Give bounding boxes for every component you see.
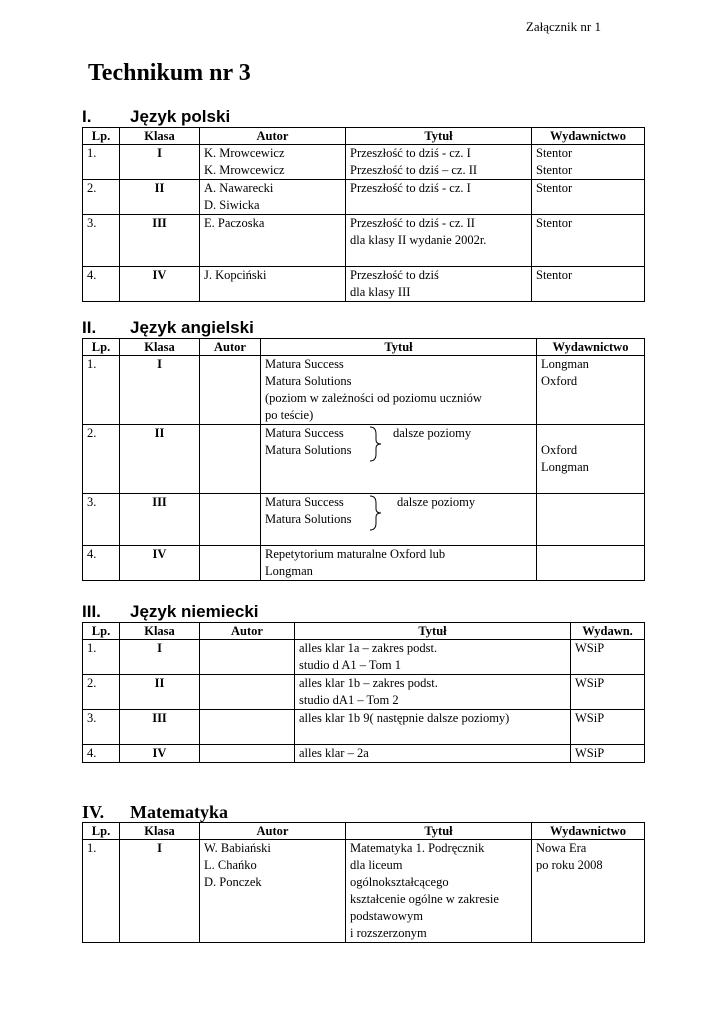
cell-lp: 2. (83, 675, 120, 710)
cell-wyd (537, 356, 645, 425)
cell-tytul (295, 675, 571, 710)
table-body (83, 356, 645, 581)
cell-lp: 4. (83, 267, 120, 302)
cell-line: Przeszłość to dziś – cz. II (350, 163, 478, 177)
cell-klasa: IV (120, 745, 200, 763)
cell-tytul (346, 145, 532, 180)
section-name: Matematyka (130, 802, 228, 822)
cell-lp: 4. (83, 745, 120, 763)
column-header: Autor (200, 339, 261, 356)
column-header: Klasa (120, 623, 200, 640)
cell-autor (200, 745, 295, 763)
cell-line: Przeszłość to dziś - cz. I (350, 181, 471, 195)
cell-autor (200, 267, 346, 302)
cell-line: alles klar – 2a (299, 746, 369, 760)
cell-line: Stentor (536, 181, 573, 195)
cell-autor (200, 180, 346, 215)
cell-line: Stentor (536, 163, 573, 177)
column-header: Klasa (120, 128, 200, 145)
section-number: I. (82, 107, 92, 126)
column-header: Lp. (83, 128, 120, 145)
cell-line: Stentor (536, 268, 573, 282)
cell-klasa: III (120, 710, 200, 745)
cell-klasa: IV (120, 267, 200, 302)
cell-line: i rozszerzonym (350, 926, 427, 940)
header-row (83, 823, 645, 840)
cell-klasa: II (120, 675, 200, 710)
cell-line: WSiP (575, 641, 605, 655)
cell-autor (200, 675, 295, 710)
cell-wyd (532, 840, 645, 943)
column-header: Tytuł (346, 823, 532, 840)
cell-lp: 3. (83, 494, 120, 546)
book-table (82, 338, 645, 581)
cell-line: Matura Solutions (265, 443, 352, 457)
section-math (82, 802, 645, 943)
section-name: Język niemiecki (130, 602, 259, 621)
cell-autor (200, 710, 295, 745)
table-row (83, 840, 645, 943)
cell-tytul (261, 494, 537, 546)
cell-tytul (295, 710, 571, 745)
cell-klasa: II (120, 180, 200, 215)
cell-line: alles klar 1b – zakres podst. (299, 676, 438, 690)
section-name: Język angielski (130, 318, 254, 337)
cell-line: Przeszłość to dziś - cz. II (350, 216, 475, 230)
cell-tytul (261, 356, 537, 425)
section-number: III. (82, 602, 101, 621)
header-row (83, 623, 645, 640)
cell-wyd (537, 425, 645, 494)
column-header: Tytuł (261, 339, 537, 356)
cell-wyd (532, 267, 645, 302)
cell-klasa: III (120, 494, 200, 546)
column-header: Wydawnictwo (532, 823, 645, 840)
header-row (83, 339, 645, 356)
column-header: Lp. (83, 823, 120, 840)
table-header (83, 623, 645, 640)
cell-line: po teście) (265, 408, 314, 422)
table-row (83, 745, 645, 763)
table-row (83, 267, 645, 302)
column-header: Klasa (120, 339, 200, 356)
note-text: dalsze poziomy (397, 495, 476, 509)
cell-autor (200, 356, 261, 425)
table-row (83, 215, 645, 267)
cell-lp: 1. (83, 356, 120, 425)
section-heading (82, 802, 645, 822)
table-row (83, 546, 645, 581)
cell-line: dla klasy II wydanie 2002r. (350, 233, 487, 247)
brace-icon (369, 426, 383, 462)
cell-autor (200, 840, 346, 943)
cell-tytul (261, 546, 537, 581)
cell-klasa: III (120, 215, 200, 267)
column-header: Lp. (83, 339, 120, 356)
cell-klasa: I (120, 145, 200, 180)
cell-line: WSiP (575, 746, 605, 760)
cell-wyd (537, 546, 645, 581)
column-header: Klasa (120, 823, 200, 840)
section-english (82, 318, 645, 581)
cell-lp: 1. (83, 145, 120, 180)
annex-label: Załącznik nr 1 (525, 19, 601, 34)
cell-line: D. Ponczek (204, 875, 262, 889)
table-row (83, 425, 645, 494)
cell-line: WSiP (575, 711, 605, 725)
section-number: IV. (82, 802, 105, 822)
table-row (83, 710, 645, 745)
column-header: Autor (200, 128, 346, 145)
cell-tytul (261, 425, 537, 494)
cell-line: J. Kopciński (204, 268, 267, 282)
cell-line: po roku 2008 (536, 858, 603, 872)
cell-klasa: I (120, 356, 200, 425)
cell-autor (200, 145, 346, 180)
cell-line: Longman (541, 460, 589, 474)
cell-line: K. Mrowcewicz (204, 146, 285, 160)
cell-line: Repetytorium maturalne Oxford lub (265, 547, 446, 561)
cell-line (541, 425, 644, 442)
cell-line: A. Nawarecki (204, 181, 274, 195)
table-header (83, 339, 645, 356)
cell-lp: 3. (83, 215, 120, 267)
cell-line: K. Mrowcewicz (204, 163, 285, 177)
brace-icon (369, 495, 383, 531)
cell-wyd (571, 710, 645, 745)
cell-klasa: I (120, 840, 200, 943)
cell-autor (200, 215, 346, 267)
cell-wyd (537, 494, 645, 546)
cell-line: dla liceum (350, 858, 403, 872)
cell-line: L. Chańko (204, 858, 257, 872)
cell-lp: 1. (83, 640, 120, 675)
cell-line: E. Paczoska (204, 216, 265, 230)
section-german (82, 602, 645, 763)
table-body (83, 840, 645, 943)
column-header: Autor (200, 623, 295, 640)
book-table (82, 127, 645, 302)
table-row (83, 180, 645, 215)
note-text: dalsze poziomy (393, 426, 472, 440)
book-table (82, 822, 645, 943)
cell-klasa: II (120, 425, 200, 494)
cell-autor (200, 640, 295, 675)
cell-wyd (532, 215, 645, 267)
table-row (83, 145, 645, 180)
cell-line: Matura Solutions (265, 512, 352, 526)
cell-wyd (571, 640, 645, 675)
table-header (83, 128, 645, 145)
table-body (83, 640, 645, 763)
column-header: Tytuł (346, 128, 532, 145)
section-heading (82, 318, 645, 338)
cell-tytul (295, 640, 571, 675)
column-header: Wydawn. (571, 623, 645, 640)
cell-line: Przeszłość to dziś - cz. I (350, 146, 471, 160)
cell-tytul (346, 267, 532, 302)
book-table (82, 622, 645, 763)
cell-line: Przeszłość to dziś (350, 268, 439, 282)
cell-wyd (571, 675, 645, 710)
table-body (83, 145, 645, 302)
cell-line: Stentor (536, 146, 573, 160)
cell-autor (200, 494, 261, 546)
cell-line: alles klar 1b 9( następnie dalsze poziomy) (299, 711, 510, 725)
cell-line: Matura Success (265, 495, 344, 509)
table-row (83, 494, 645, 546)
cell-wyd (571, 745, 645, 763)
cell-line: ogólnokształcącego (350, 875, 449, 889)
cell-line: podstawowym (350, 909, 423, 923)
cell-line: kształcenie ogólne w zakresie (350, 892, 499, 906)
column-header: Wydawnictwo (532, 128, 645, 145)
cell-autor (200, 546, 261, 581)
cell-tytul (346, 840, 532, 943)
cell-line: studio d A1 – Tom 1 (299, 658, 402, 672)
cell-tytul (346, 215, 532, 267)
table-row (83, 356, 645, 425)
cell-lp: 3. (83, 710, 120, 745)
table-row (83, 675, 645, 710)
cell-wyd (532, 180, 645, 215)
cell-line: Stentor (536, 216, 573, 230)
cell-tytul (346, 180, 532, 215)
cell-line: Oxford (541, 443, 578, 457)
table-row (83, 640, 645, 675)
cell-lp: 1. (83, 840, 120, 943)
cell-autor (200, 425, 261, 494)
page-title: Technikum nr 3 (88, 60, 251, 86)
cell-klasa: IV (120, 546, 200, 581)
column-header: Wydawnictwo (537, 339, 645, 356)
cell-line: (poziom w zależności od poziomu uczniów (265, 391, 482, 405)
cell-line: Longman (541, 357, 589, 371)
cell-line: W. Babiański (204, 841, 271, 855)
header-row (83, 128, 645, 145)
column-header: Tytuł (295, 623, 571, 640)
table-header (83, 823, 645, 840)
section-name: Język polski (130, 107, 231, 126)
cell-line: Matura Solutions (265, 374, 352, 388)
cell-line: dla klasy III (350, 285, 411, 299)
cell-lp: 4. (83, 546, 120, 581)
cell-line: alles klar 1a – zakres podst. (299, 641, 438, 655)
cell-lp: 2. (83, 180, 120, 215)
cell-line: Matura Success (265, 357, 344, 371)
section-polish (82, 107, 645, 302)
cell-line: Matematyka 1. Podręcznik (350, 841, 485, 855)
column-header: Lp. (83, 623, 120, 640)
cell-line: Matura Success (265, 426, 344, 440)
cell-line: Oxford (541, 374, 578, 388)
cell-line: studio dA1 – Tom 2 (299, 693, 399, 707)
cell-line: WSiP (575, 676, 605, 690)
cell-line: D. Siwicka (204, 198, 260, 212)
column-header: Autor (200, 823, 346, 840)
section-number: II. (82, 318, 97, 337)
cell-line: Longman (265, 564, 313, 578)
cell-line: Nowa Era (536, 841, 587, 855)
cell-klasa: I (120, 640, 200, 675)
cell-wyd (532, 145, 645, 180)
section-heading (82, 107, 645, 127)
cell-tytul (295, 745, 571, 763)
section-heading (82, 602, 645, 622)
cell-lp: 2. (83, 425, 120, 494)
